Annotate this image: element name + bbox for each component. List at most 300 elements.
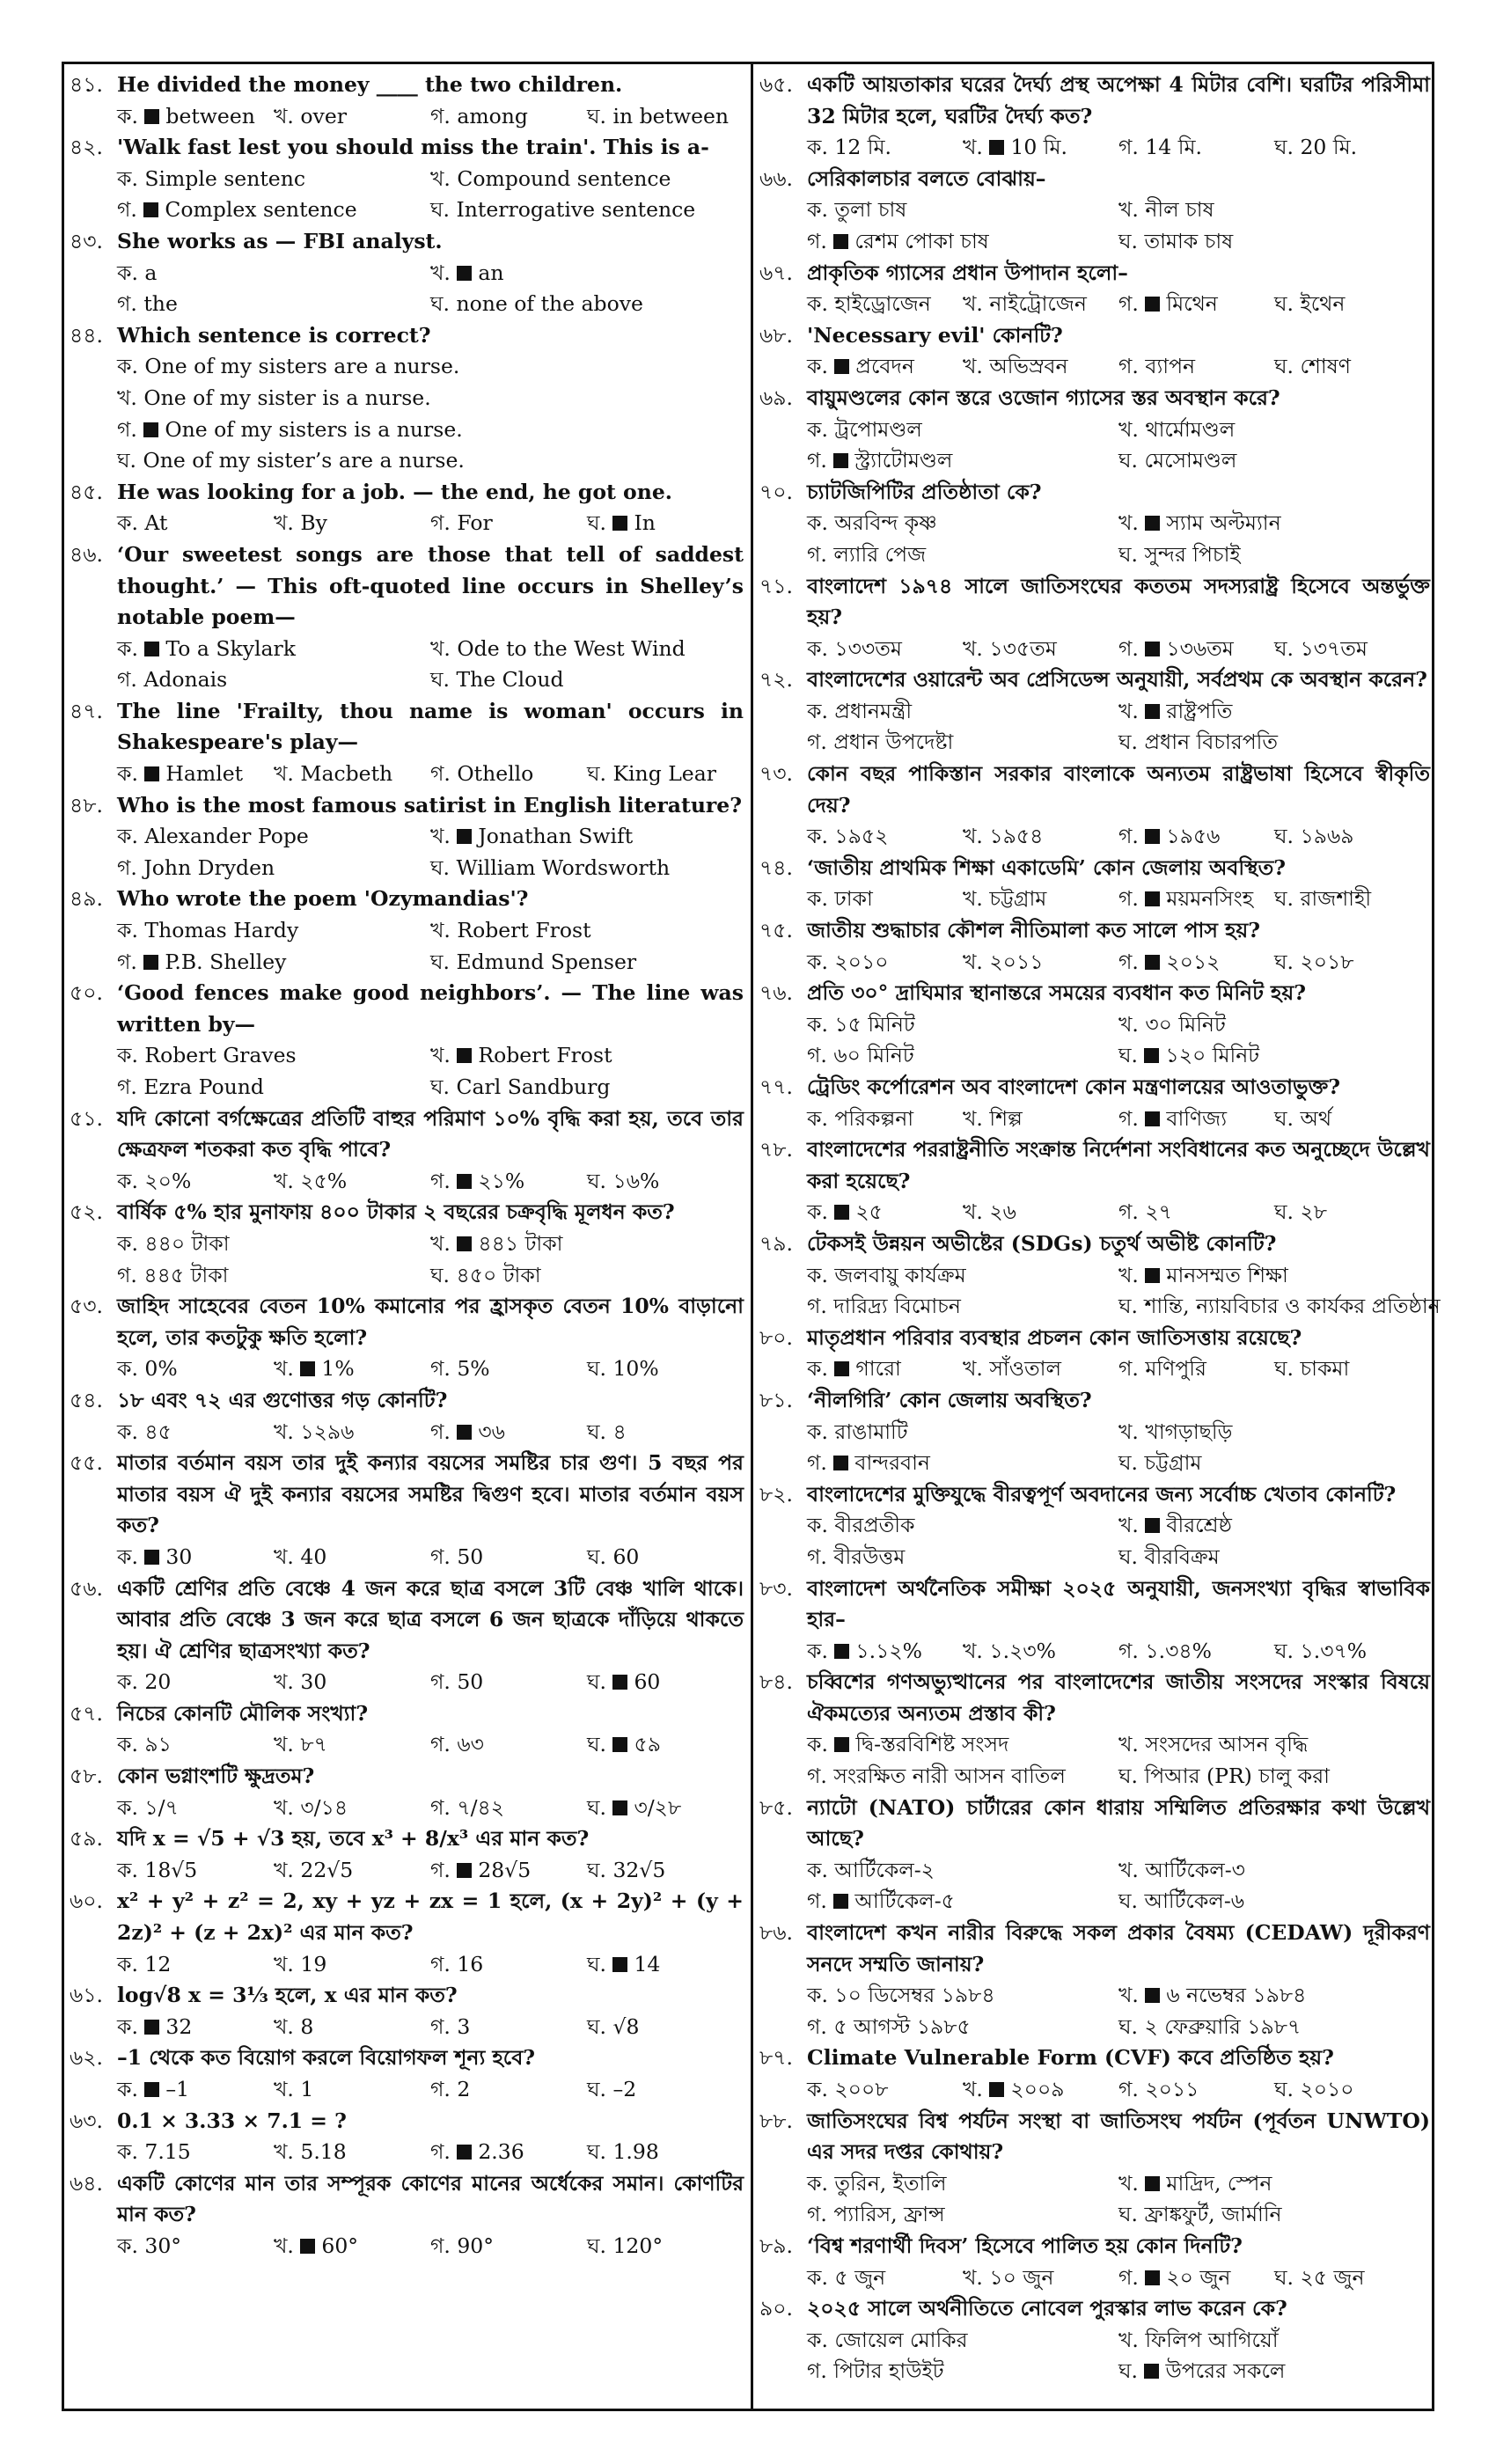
option-label: ক. [807,2170,828,2196]
option [1118,1197,1274,1228]
option-label: খ. [963,291,983,317]
option-correct [117,759,274,790]
question-item [759,1793,1430,1918]
option [430,915,744,947]
option [117,164,430,195]
option [807,2356,1118,2387]
option-label: খ. [963,635,983,661]
question-text: জাতীয় শুদ্ধাচার কৌশল নীতিমালা কত সালে পাস হয়? [807,918,1261,943]
option-label: ক. [807,635,828,661]
option-text: ১৯৫৬ [1145,824,1220,848]
question-item [759,1072,1430,1134]
option-group [759,884,1430,915]
option-label: ঘ. [1274,135,1294,160]
option-label: গ. [430,1732,451,1757]
option [963,2262,1118,2294]
option-text: ৬০ মিনিট [833,1043,914,1068]
option-text: অরবিন্দ কৃষ্ণ [834,510,937,536]
option-label: খ. [274,2013,294,2039]
option-label: গ. [117,949,137,974]
question-stem [759,258,1430,290]
option-correct [117,1542,274,1573]
option-label: ঘ. [587,761,606,787]
option-label: খ. [274,1544,294,1569]
question-number: ৫৯. [70,1826,103,1852]
option-label: ঘ. [1118,1764,1138,1789]
option-text: ২৭ [1145,1199,1172,1225]
option-text: ঢাকা [834,886,873,912]
option-text: One of my sister’s are a nurse. [143,448,465,473]
option-text: By [300,510,327,536]
option-label: ঘ. [1118,1450,1138,1476]
option [963,884,1118,915]
question-number: ৭১. [759,573,793,598]
option [430,194,744,226]
option-text: অভিস্রবন [989,354,1068,379]
option-label: খ. [274,1794,294,1820]
option-label: গ. [430,1857,451,1882]
question-item [70,320,744,477]
option [1274,351,1430,383]
option [587,1417,744,1448]
option [117,1166,274,1198]
option-label: ক. [117,1732,138,1757]
option-group [70,2231,744,2262]
question-text: মাতৃপ্রধান পরিবার ব্যবস্থার প্রচলন কোন জাতিসত্তায় রয়েছে? [807,1324,1302,1350]
option-text: John Dryden [143,854,275,880]
question-item [70,884,744,978]
option [963,351,1118,383]
question-text: ‘জাতীয় প্রাথমিক শিক্ষা একাডেমি’ কোন জেলায় অবস্থিত? [807,854,1287,880]
option-text: তুলা চাষ [834,197,907,223]
option-label: ঘ. [1118,2013,1138,2039]
option-label: গ. [807,1294,827,1319]
option [274,508,430,539]
option-label: খ. [1118,1983,1139,2008]
question-item [759,915,1430,978]
question-number: ৮৯. [759,2233,793,2258]
option-label: ঘ. [1118,228,1138,253]
option [1274,2074,1430,2106]
option [117,1353,274,1385]
option-text: 1.98 [612,2139,659,2165]
option-label: ঘ. [430,949,450,974]
option-text: বাণিজ্য [1145,1106,1227,1131]
option-text: 20 [144,1669,172,1695]
option-text: ৪৫০ টাকা [456,1262,541,1287]
option [1274,1104,1430,1135]
question-stem [70,696,744,759]
option [1274,821,1430,853]
option-label: গ. [1118,2077,1139,2101]
question-stem [70,1385,744,1417]
question-number: ৬৭. [759,260,794,285]
option-text: ২৫ জুন [1300,2264,1365,2290]
option-text: King Lear [612,761,716,787]
option-label: গ. [117,1262,137,1287]
option-group [759,2168,1430,2231]
option [587,2137,744,2168]
question-text: ২০২৫ সালে অর্থনীতিতে নোবেল পুরস্কার লাভ করেন কে? [807,2296,1287,2321]
option-text: পিটার হাউইট [833,2358,944,2384]
option-text: চট্টগ্রাম [1144,1450,1202,1476]
option-text: 30 [144,1544,192,1569]
question-stem [759,2293,1430,2325]
option-group [759,1353,1430,1385]
option-correct [430,1417,587,1448]
option-label: গ. [807,2013,827,2039]
option-label: ঘ. [1118,541,1138,567]
question-number: ৪৩. [70,228,103,253]
option [1118,2012,1430,2043]
question-number: ৬১. [70,1983,103,2008]
option-label: খ. [963,135,983,160]
option-label: ক. [117,1419,138,1444]
question-stem [70,477,744,509]
option-label: ঘ. [587,510,606,536]
option-text: between [144,104,254,128]
option-text: ৮৭ [300,1732,327,1757]
option-text: ২০১২ [1145,950,1220,974]
question-stem [759,1072,1430,1104]
option [963,1104,1118,1135]
question-stem [70,2106,744,2138]
option-label: খ. [430,165,451,191]
option [117,821,430,853]
option-correct [1118,1980,1430,2012]
option-text: ১৯৫৪ [989,824,1044,849]
option-label: খ. [963,2077,983,2101]
question-item [759,1479,1430,1573]
option-text: ১০ জুন [989,2264,1054,2290]
option-label: ক. [117,824,138,849]
option-label: খ. [274,103,294,128]
option-label: খ. [430,260,451,285]
option-text: ৪৫ [144,1419,172,1444]
option-group [70,915,744,978]
option-text: 90° [457,2233,495,2258]
option-group [70,1040,744,1103]
question-text: বার্ষিক ৫% হার মুনাফায় ৪০০ টাকার ২ বছরের চক্রবৃদ্ধি মূলধন কত? [117,1199,675,1225]
option-label: ঘ. [587,1732,606,1757]
question-stem [759,664,1430,696]
option-text: ২০ জুন [1145,2265,1230,2290]
option-label: গ. [1118,135,1139,160]
question-text: ‘বিশ্ব শরণার্থী দিবস’ হিসেবে পালিত হয় কোন দিনটি? [807,2233,1243,2258]
option-label: খ. [1118,1011,1139,1037]
option [430,1793,587,1824]
option-text: Robert Frost [457,918,591,943]
option-text: At [144,510,168,536]
option-text: 3 [457,2013,471,2039]
question-text: কোন ভগ্নাংশটি ক্ষুদ্রতম? [117,1764,315,1789]
option-group [759,1197,1430,1228]
question-number: ৬৩. [70,2108,104,2133]
option-correct [807,1729,1118,1761]
option-label: ক. [117,1951,138,1976]
option [807,2074,963,2106]
option [117,1729,274,1761]
option-text: ১.৩৪% [1145,1638,1212,1663]
question-text: নিচের কোনটি মৌলিক সংখ্যা? [117,1700,369,1726]
option-text: Edmund Spenser [456,949,637,974]
question-stem [759,2042,1430,2074]
question-item [759,2293,1430,2387]
option-text: ৬ নভেম্বর ১৯৮৪ [1145,1983,1306,2007]
option-text: ৪ [612,1419,627,1444]
option [1274,2262,1430,2294]
option-text: প্রবেদন [834,354,913,378]
question-item [759,1918,1430,2042]
question-text: প্রতি ৩০° দ্রাঘিমার স্থানান্তরে সময়ের ব্যবধান কত মিনিট হয়? [807,980,1307,1006]
question-item [759,1134,1430,1228]
option-correct [117,101,274,133]
option-label: গ. [430,1168,451,1193]
option-text: ২৮ [1300,1199,1328,1225]
option-text: 10 মি. [989,135,1067,159]
option-label: গ. [1118,824,1139,849]
option-label: গ. [1118,949,1139,974]
option [587,759,744,790]
option-correct [1118,884,1274,915]
option-label: ক. [117,1669,138,1695]
question-number: ৭৬. [759,980,794,1006]
option-label: ক. [117,1544,138,1569]
option-label: খ. [117,385,137,410]
question-item [759,320,1430,383]
question-number: ৭৫. [759,918,793,943]
question-stem [70,790,744,822]
option-group [70,1353,744,1385]
option-label: ঘ. [587,2233,606,2258]
option-label: খ. [274,1419,294,1444]
option-correct [1118,1510,1430,1542]
option-text: 5% [457,1356,490,1382]
question-item [70,1197,744,1291]
option-text: Simple sentenc [144,165,305,191]
option-label: খ. [963,354,983,379]
option [274,2074,430,2106]
option-text: For [457,510,493,536]
question-text: চ্যাটজিপিটির প্রতিষ্ঠাতা কে? [807,479,1042,504]
option-text: ২০১১ [989,949,1044,974]
option-text: Ezra Pound [143,1074,264,1099]
option-label: ক. [807,698,828,723]
question-text: বায়ুমণ্ডলের কোন স্তরে ওজোন গ্যাসের স্তর অবস্থান করে? [807,385,1280,410]
question-text: She works as — FBI analyst. [117,228,443,253]
question-item [70,1761,744,1823]
option [1118,1855,1430,1887]
option-correct [1118,634,1274,665]
question-item [70,978,744,1103]
option-text: 2 [457,2077,471,2101]
option-label: গ. [117,416,137,442]
option [587,2012,744,2043]
question-stem [70,1886,744,1948]
question-number: ৮৫. [759,1794,793,1820]
option-label: ক. [807,291,828,317]
option [587,1166,744,1198]
question-text: x² + y² + z² = 2, xy + yz + zx = 1 হলে, (x + 2y)² + (y + 2z)² + (z + 2x)² এর মান কত? [117,1888,744,1946]
option [1118,2325,1430,2357]
option-text: প্রধানমন্ত্রী [834,698,913,723]
option-text: 14 [612,1952,660,1976]
option-label: গ. [117,291,137,317]
question-item [759,477,1430,571]
option-text: 19 [300,1951,327,1976]
option-text: 50 [457,1669,484,1695]
option [1118,1009,1430,1041]
option [430,947,744,979]
option-group [70,1793,744,1824]
option-label: ঘ. [1118,1888,1138,1914]
option-label: ঘ. [430,291,450,317]
option [807,414,1118,446]
option-group [759,1009,1430,1072]
option-text: তুরিন, ইতালি [834,2170,947,2196]
question-number: ৮০. [759,1324,793,1350]
option [117,853,430,884]
option [274,1667,430,1698]
question-number: ৬২. [70,2045,104,2071]
question-text: বাংলাদেশের পররাষ্ট্রনীতি সংক্রান্ত নির্দেশনা সংবিধানের কত অনুচ্ছেদে উল্লেখ করা হয়েছে? [807,1137,1430,1193]
option [117,1228,430,1260]
option [274,1542,430,1573]
option [274,1166,430,1198]
question-text: সেরিকালচার বলতে বোঝায়– [807,165,1046,191]
option [807,1980,1118,2012]
option-text: ২০০৮ [834,2077,889,2101]
option-label: ঘ. [1118,1544,1138,1569]
option [1274,884,1430,915]
option-group [759,634,1430,665]
option-label: গ. [1118,635,1139,661]
option-text: 10% [612,1356,659,1382]
question-text: log√8 x = 3⅓ হলে, x এর মান কত? [117,1983,458,2008]
option-label: খ. [274,761,294,787]
option [807,1291,1118,1323]
question-number: ৫৬. [70,1575,103,1601]
option-group [759,1104,1430,1135]
question-number: ৫০. [70,980,103,1006]
question-text: চব্বিশের গণঅভ্যুত্থানের পর বাংলাদেশের জাতীয় সংসদের সংস্কার বিষয়ে ঐকমত্যের অন্যতম প্রস্তাব কী? [807,1669,1430,1726]
option-label: ঘ. [117,448,136,473]
option-label: ক. [807,1105,828,1131]
option-label: ক. [117,1356,138,1382]
question-item [759,1667,1430,1792]
question-stem [70,1291,744,1353]
option-text: ৪৪০ টাকা [144,1230,230,1256]
option-label: গ. [807,1043,827,1068]
option-text: Compound sentence [457,165,671,191]
option [117,351,459,383]
question-stem [759,1134,1430,1197]
option-text: শান্তি, ন্যায়বিচার ও কার্যকর প্রতিষ্ঠান [1144,1294,1441,1319]
option-text: 32 [144,2014,192,2039]
option-label: ঘ. [587,2139,606,2165]
question-item [70,1104,744,1198]
option-label: ক. [807,1262,828,1287]
option-text: among [457,103,528,128]
option-text: ৩০ মিনিট [1145,1011,1226,1037]
option-text: ৯১ [144,1732,172,1757]
option-correct [117,194,430,226]
option [1118,1729,1430,1761]
option-label: ক. [807,886,828,912]
question-text: The line 'Frailty, thou name is woman' occurs in Shakespeare's play— [117,698,744,755]
question-stem [759,1793,1430,1855]
option-label: গ. [1118,886,1139,912]
option [807,1260,1118,1292]
option [1274,289,1430,320]
option-group [70,759,744,790]
option-text: নীল চাষ [1145,197,1214,223]
question-stem [759,1228,1430,1260]
option-group [759,414,1430,477]
option [117,915,430,947]
question-stem [70,2042,744,2074]
option [430,853,744,884]
option-text: 28√5 [457,1858,531,1882]
question-text: ‘Our sweetest songs are those that tell of saddest thought.’ — This oft-quoted line occurs in Shelley’s notable poem— [117,541,744,630]
question-text: 'Necessary evil' কোনটি? [807,322,1063,348]
option-text: জোয়েল মোকির [834,2327,968,2352]
option-correct [1118,1040,1430,1072]
option [807,132,963,164]
option-group [759,1260,1441,1323]
option-text: Robert Graves [144,1043,297,1068]
option-label: ঘ. [1274,635,1294,661]
option-correct [807,1886,1118,1918]
option-text: P.B. Shelley [143,950,286,974]
question-text: বাংলাদেশ অর্থনৈতিক সমীক্ষা ২০২৫ অনুযায়ী, জনসংখ্যা বৃদ্ধির স্বাভাবিক হার– [807,1575,1430,1632]
option [1118,1886,1430,1918]
option [807,1761,1118,1793]
option-label: খ. [963,1638,983,1663]
option-text: খাগড়াছড়ি [1145,1419,1233,1444]
option-text: 22√5 [300,1857,354,1882]
option-label: গ. [117,667,137,693]
question-text: জাহিদ সাহেবের বেতন 10% কমানোর পর হ্রাসকৃত বেতন 10% বাড়ানো হলে, তার কতটুকু ক্ষতি হলো? [117,1294,744,1350]
question-item [759,70,1430,164]
option [1274,1636,1430,1668]
question-number: ৪৭. [70,698,103,723]
option [1274,1353,1430,1385]
option [963,821,1118,853]
option-label: ক. [807,1011,828,1037]
option-text: অর্থ [1300,1105,1332,1131]
option-correct [430,1166,587,1198]
option-text: Alexander Pope [144,824,309,849]
question-text: 0.1 × 3.33 × 7.1 = ? [117,2108,347,2133]
question-number: ৮৩. [759,1575,793,1601]
option-label: ক. [117,1230,138,1256]
option-text: √8 [612,2013,640,2039]
option-correct [274,1353,430,1385]
option [807,696,1118,728]
option-text: ৩৬ [457,1419,505,1444]
option-text: –1 [144,2077,189,2101]
option-text: মানসম্মত শিক্ষা [1145,1263,1287,1287]
option [1274,132,1430,164]
option-label: খ. [963,2264,983,2290]
option-label: গ. [430,2077,451,2101]
question-item [70,70,744,132]
question-text: যদি x = √5 + √3 হয়, তবে x³ + 8/x³ এর মান কত? [117,1826,590,1852]
option-correct [1118,2168,1430,2200]
option [963,634,1118,665]
question-number: ৬৬. [759,165,794,191]
